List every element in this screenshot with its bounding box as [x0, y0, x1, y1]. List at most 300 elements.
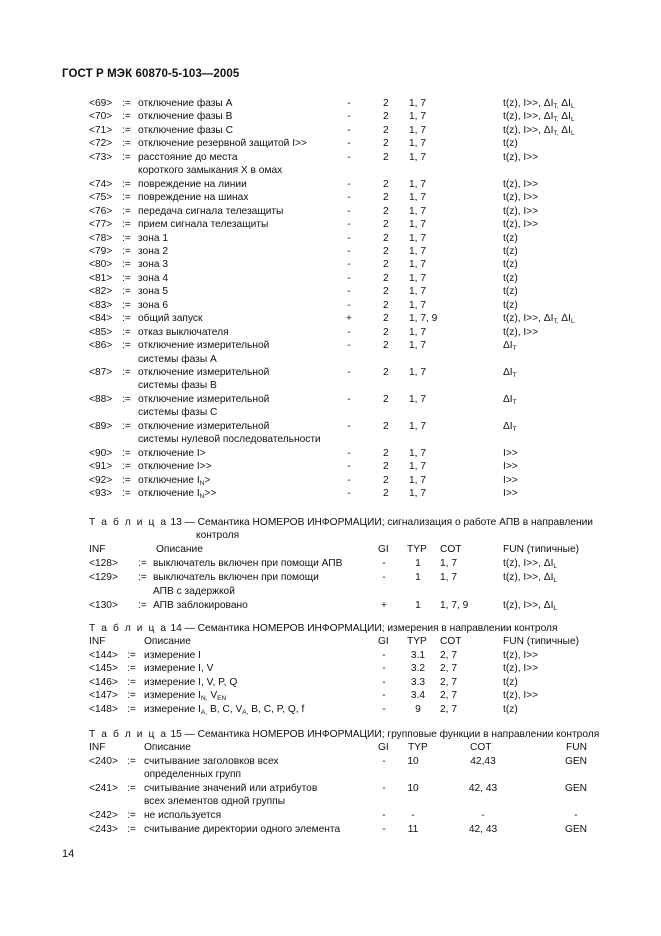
op-cell: :=: [122, 340, 131, 352]
table-row-continuation: [0, 769, 661, 782]
table-row: [0, 690, 661, 703]
cot-cell: 1, 7: [409, 245, 426, 257]
table-row: [0, 488, 661, 501]
description-cell: отключение I>: [138, 447, 206, 459]
gi-cell: -: [347, 111, 351, 123]
table-header-row: [0, 742, 661, 755]
gi-cell: -: [347, 151, 351, 163]
description-cell: выключатель включен при помощи АПВ: [153, 558, 343, 569]
table-row: [0, 206, 661, 219]
fun-cell: t(z): [503, 138, 518, 150]
description-cell: зона 6: [138, 299, 169, 311]
inf-cell: <83>: [89, 299, 113, 311]
op-cell: :=: [122, 259, 131, 271]
header-inf: INF: [89, 544, 106, 555]
fun-cell: t(z), I>>: [503, 219, 539, 231]
fun-cell: t(z), I>>: [503, 151, 539, 163]
cot-cell: 1, 7: [409, 488, 426, 500]
op-cell: :=: [127, 649, 136, 661]
cot-cell: 1, 7: [409, 326, 426, 338]
cot-cell: 1, 7: [409, 474, 426, 486]
typ-cell: 2: [383, 393, 389, 405]
description-cell: системы фазы С: [138, 407, 218, 419]
inf-cell: <128>: [89, 558, 118, 569]
fun-cell: t(z), I>>: [503, 205, 539, 217]
description-cell: выключатель включен при помощи: [153, 572, 319, 583]
table-13-caption: [89, 517, 593, 528]
fun-cell: t(z): [503, 286, 518, 298]
table-row: [0, 677, 661, 690]
gi-cell: +: [381, 600, 387, 611]
fun-cell: t(z), I>>, $\Delta I_{T,}$ $\Delta I_L$: [503, 98, 575, 110]
gi-cell: -: [347, 447, 351, 459]
table-row-continuation: [0, 796, 661, 809]
fun-cell: $\Delta I_T$: [503, 420, 517, 433]
op-cell: :=: [122, 461, 131, 473]
gi-cell: -: [347, 98, 351, 109]
gi-cell: -: [347, 299, 351, 311]
op-cell: :=: [127, 663, 136, 674]
description-cell: отключение $I_N>>$: [138, 488, 217, 501]
inf-cell: <75>: [89, 192, 113, 204]
header-gi: GI: [378, 544, 389, 555]
description-cell: считывание заголовков всех: [144, 755, 279, 767]
header-gi: GI: [378, 636, 389, 647]
op-cell: :=: [122, 286, 131, 298]
cot-cell: 1, 7: [409, 111, 426, 123]
table-row: [0, 663, 661, 676]
inf-cell: <86>: [89, 340, 113, 352]
fun-cell: t(z): [503, 676, 518, 688]
fun-cell: t(z), I>>: [503, 326, 539, 338]
inf-cell: <82>: [89, 286, 113, 298]
header-inf: INF: [89, 742, 106, 753]
table-row: [0, 138, 661, 151]
description-cell: АПВ с задержкой: [153, 586, 235, 597]
cot-cell: 1, 7: [409, 447, 426, 459]
op-cell: :=: [127, 690, 136, 701]
inf-cell: <72>: [89, 138, 113, 150]
table-row: [0, 394, 661, 407]
table-row-continuation: [0, 407, 661, 420]
gi-cell: -: [347, 178, 351, 190]
header-fun: FUN (типичные): [503, 636, 580, 647]
inf-cell: <80>: [89, 259, 113, 271]
table-row: [0, 286, 661, 299]
op-cell: :=: [122, 219, 131, 231]
table-row: [0, 704, 661, 717]
description-cell: отключение измерительной: [138, 367, 270, 378]
description-cell: считывание директории одного элемента: [144, 823, 341, 835]
description-cell: системы фазы А: [138, 353, 217, 365]
inf-cell: <146>: [89, 676, 118, 688]
gi-cell: -: [382, 782, 386, 794]
inf-cell: <93>: [89, 488, 113, 500]
fun-cell: t(z): [503, 703, 518, 715]
inf-cell: <77>: [89, 219, 113, 231]
typ-cell: 2: [383, 488, 389, 500]
cot-cell: 1, 7: [409, 340, 426, 352]
table-label: Т а б л и ц а: [89, 623, 168, 634]
table-row: [0, 111, 661, 124]
typ-cell: 2: [383, 138, 389, 150]
cot-cell: 1, 7: [409, 178, 426, 190]
op-cell: :=: [122, 447, 131, 459]
gi-cell: -: [382, 663, 386, 674]
op-cell: :=: [138, 572, 147, 583]
cot-cell: 1, 7, 9: [440, 600, 469, 611]
typ-cell: 2: [383, 232, 389, 244]
fun-cell: GEN: [564, 823, 588, 835]
op-cell: :=: [122, 205, 131, 217]
description-cell: отключение фазы А: [138, 98, 233, 109]
table-14-caption: [89, 623, 558, 634]
gi-cell: -: [347, 393, 351, 405]
op-cell: :=: [122, 367, 131, 378]
inf-cell: <88>: [89, 393, 113, 405]
description-cell: отключение фазы В: [138, 111, 233, 123]
inf-cell: <71>: [89, 124, 113, 136]
table-row: [0, 300, 661, 313]
header-description: Описание: [144, 742, 191, 753]
op-cell: :=: [122, 138, 131, 150]
op-cell: :=: [127, 782, 136, 794]
header-inf: INF: [89, 636, 106, 647]
table-row: [0, 98, 661, 111]
cot-cell: 42, 43: [468, 782, 498, 794]
inf-cell: <130>: [89, 600, 118, 611]
table-header-row: [0, 636, 661, 649]
header-fun: FUN: [566, 742, 587, 753]
op-cell: :=: [127, 823, 136, 835]
typ-cell: 2: [383, 474, 389, 486]
table-title: 15 — Семантика НОМЕРОВ ИНФОРМАЦИИ; групповые функции в направлении контроля: [170, 729, 600, 740]
table-title: 13 — Семантика НОМЕРОВ ИНФОРМАЦИИ; сигнализация о работе АПВ в направлении: [170, 517, 593, 528]
gi-cell: -: [347, 286, 351, 298]
cot-cell: 1, 7: [440, 558, 457, 569]
typ-cell: 2: [383, 286, 389, 298]
header-cot: COT: [440, 636, 462, 647]
description-cell: зона 5: [138, 286, 169, 298]
table-row-continuation: [0, 380, 661, 393]
fun-cell: $\Delta I_T$: [503, 367, 517, 379]
typ-cell: 2: [383, 245, 389, 257]
op-cell: :=: [122, 111, 131, 123]
table-row: [0, 824, 661, 837]
table-row-continuation: [0, 586, 661, 599]
typ-cell: 10: [407, 782, 419, 794]
gi-cell: -: [347, 420, 351, 432]
op-cell: :=: [138, 600, 147, 611]
op-cell: :=: [122, 151, 131, 163]
description-cell: отключение измерительной: [138, 393, 270, 405]
typ-cell: 1: [415, 572, 421, 583]
table-header-row: [0, 544, 661, 557]
gi-cell: -: [382, 703, 386, 715]
fun-cell: t(z), I>>: [503, 663, 539, 674]
typ-cell: 2: [383, 98, 389, 109]
typ-cell: 2: [383, 313, 389, 325]
typ-cell: -: [411, 810, 415, 821]
description-cell: зона 4: [138, 272, 169, 284]
cot-cell: 2, 7: [440, 663, 457, 674]
fun-cell: I>>: [503, 447, 518, 459]
inf-cell: <81>: [89, 272, 113, 284]
inf-cell: <89>: [89, 420, 113, 432]
description-cell: всех элементов одной группы: [144, 796, 286, 808]
table-row: [0, 340, 661, 353]
op-cell: :=: [122, 393, 131, 405]
typ-cell: 10: [407, 755, 419, 767]
op-cell: :=: [122, 313, 131, 325]
gi-cell: -: [347, 205, 351, 217]
cot-cell: 2, 7: [440, 649, 457, 661]
gi-cell: -: [347, 326, 351, 338]
table-row: [0, 558, 661, 571]
table-row: [0, 313, 661, 326]
op-cell: :=: [122, 124, 131, 136]
fun-cell: I>>: [503, 488, 518, 500]
table-row-continuation: [0, 165, 661, 178]
cot-cell: 1, 7: [409, 299, 426, 311]
typ-cell: 9: [415, 703, 421, 715]
cot-cell: 1, 7: [409, 219, 426, 231]
table-row: [0, 600, 661, 613]
description-cell: зона 2: [138, 245, 169, 257]
header-description: Описание: [144, 636, 191, 647]
cot-cell: 1, 7: [440, 572, 457, 583]
table-row: [0, 192, 661, 205]
description-cell: системы нулевой последовательности: [138, 434, 321, 446]
description-cell: повреждение на линии: [138, 178, 247, 190]
description-cell: системы фазы В: [138, 380, 217, 392]
table-row: [0, 233, 661, 246]
fun-cell: t(z), I>>, $\Delta I_{T,}$ $\Delta I_L$: [503, 124, 575, 137]
table-row: [0, 219, 661, 232]
description-cell: АПВ заблокировано: [153, 600, 248, 611]
fun-cell: GEN: [564, 755, 588, 767]
cot-cell: 1, 7: [409, 205, 426, 217]
gi-cell: -: [382, 823, 386, 835]
fun-cell: t(z), I>>: [503, 690, 539, 701]
table-row: [0, 421, 661, 434]
cot-cell: 1, 7: [409, 98, 426, 109]
inf-cell: <84>: [89, 313, 113, 325]
gi-cell: -: [347, 192, 351, 204]
gi-cell: -: [347, 138, 351, 150]
typ-cell: 2: [383, 299, 389, 311]
typ-cell: 2: [383, 151, 389, 163]
cot-cell: 1, 7: [409, 124, 426, 136]
inf-cell: <90>: [89, 447, 113, 459]
description-cell: отключение $I_N>$: [138, 474, 211, 487]
cot-cell: 2, 7: [440, 703, 457, 715]
inf-cell: <243>: [89, 823, 118, 835]
typ-cell: 2: [383, 367, 389, 378]
op-cell: :=: [127, 755, 136, 767]
op-cell: :=: [127, 810, 136, 821]
fun-cell: t(z): [503, 245, 518, 257]
description-cell: не используется: [144, 810, 222, 821]
description-cell: измерение I: [144, 649, 202, 661]
fun-cell: $\Delta I_T$: [503, 340, 517, 353]
op-cell: :=: [122, 420, 131, 432]
gi-cell: -: [382, 572, 386, 583]
gi-cell: -: [382, 649, 386, 661]
header-typ: TYP: [407, 544, 427, 555]
inf-cell: <91>: [89, 461, 113, 473]
description-cell: общий запуск: [138, 313, 203, 325]
op-cell: :=: [138, 558, 147, 569]
op-cell: :=: [122, 299, 131, 311]
fun-cell: t(z), I>>, $\Delta I_{T,}$ $\Delta I_L$: [503, 111, 575, 124]
table-row: [0, 246, 661, 259]
fun-cell: t(z), I>>: [503, 178, 539, 190]
typ-cell: 2: [383, 420, 389, 432]
fun-cell: t(z): [503, 232, 518, 244]
table-row: [0, 327, 661, 340]
op-cell: :=: [122, 474, 131, 486]
description-cell: короткого замыкания X в омах: [138, 165, 283, 177]
cot-cell: 1, 7: [409, 286, 426, 298]
description-cell: определенных групп: [144, 769, 242, 781]
inf-cell: <76>: [89, 205, 113, 217]
fun-cell: t(z), I>>, $\Delta I_{T,}$ $\Delta I_L$: [503, 313, 575, 326]
inf-cell: <70>: [89, 111, 113, 123]
inf-cell: <69>: [89, 98, 113, 109]
gi-cell: -: [347, 272, 351, 284]
fun-cell: t(z), I>>: [503, 649, 539, 661]
header-typ: TYP: [408, 742, 428, 753]
inf-cell: <145>: [89, 663, 118, 674]
header-cot: COT: [470, 742, 492, 753]
op-cell: :=: [122, 326, 131, 338]
typ-cell: 2: [383, 461, 389, 473]
typ-cell: 1: [415, 600, 421, 611]
op-cell: :=: [122, 488, 131, 500]
gi-cell: -: [382, 558, 386, 569]
inf-cell: <73>: [89, 151, 113, 163]
cot-cell: 1, 7: [409, 272, 426, 284]
typ-cell: 2: [383, 340, 389, 352]
gi-cell: -: [382, 755, 386, 767]
table-row: [0, 650, 661, 663]
typ-cell: 3.1: [410, 649, 426, 661]
description-cell: отключение измерительной: [138, 340, 270, 352]
description-cell: измерение $I_{N,}$ $V_{EN}$: [144, 690, 227, 702]
description-cell: отключение фазы С: [138, 124, 233, 136]
description-cell: зона 1: [138, 232, 169, 244]
inf-cell: <78>: [89, 232, 113, 244]
description-cell: расстояние до места: [138, 151, 238, 163]
gi-cell: -: [347, 340, 351, 352]
cot-cell: 1, 7: [409, 420, 426, 432]
table-row: [0, 367, 661, 380]
gi-cell: -: [347, 367, 351, 378]
cot-cell: 1, 7: [409, 259, 426, 271]
inf-cell: <79>: [89, 245, 113, 257]
table-row: [0, 572, 661, 585]
gi-cell: -: [347, 488, 351, 500]
description-cell: отключение резервной защитой I>>: [138, 138, 307, 150]
table-row: [0, 810, 661, 823]
typ-cell: 2: [383, 326, 389, 338]
inf-cell: <147>: [89, 690, 118, 701]
cot-cell: 42, 43: [468, 823, 498, 835]
gi-cell: -: [347, 245, 351, 257]
inf-cell: <74>: [89, 178, 113, 190]
page-number: 14: [62, 848, 75, 860]
table-row: [0, 152, 661, 165]
cot-cell: -: [481, 810, 485, 821]
op-cell: :=: [127, 676, 136, 688]
header-cot: COT: [440, 544, 462, 555]
table-title: 14 — Семантика НОМЕРОВ ИНФОРМАЦИИ; измерения в направлении контроля: [170, 623, 558, 634]
table-row-continuation: [0, 354, 661, 367]
gi-cell: -: [382, 810, 386, 821]
gi-cell: -: [382, 676, 386, 688]
fun-cell: -: [574, 810, 578, 821]
description-cell: передача сигнала телезащиты: [138, 205, 284, 217]
cot-cell: 1, 7: [409, 192, 426, 204]
description-cell: зона 3: [138, 259, 169, 271]
gi-cell: -: [347, 474, 351, 486]
cot-cell: 1, 7: [409, 367, 426, 378]
cot-cell: 1, 7: [409, 232, 426, 244]
inf-cell: <148>: [89, 703, 118, 715]
typ-cell: 2: [383, 124, 389, 136]
typ-cell: 2: [383, 272, 389, 284]
cot-cell: 2, 7: [440, 690, 457, 701]
typ-cell: 2: [383, 447, 389, 459]
fun-cell: GEN: [564, 782, 588, 794]
gi-cell: +: [346, 313, 352, 325]
inf-cell: <144>: [89, 649, 118, 661]
typ-cell: 3.2: [410, 663, 426, 674]
cot-cell: 1, 7: [409, 393, 426, 405]
table-row: [0, 448, 661, 461]
fun-cell: I>>: [503, 474, 518, 486]
table-row: [0, 756, 661, 769]
op-cell: :=: [122, 98, 131, 109]
description-cell: считывание значений или атрибутов: [144, 782, 318, 794]
description-cell: повреждение на шинах: [138, 192, 249, 204]
table-row: [0, 475, 661, 488]
inf-cell: <92>: [89, 474, 113, 486]
table-row: [0, 783, 661, 796]
description-cell: отключение измерительной: [138, 420, 270, 432]
table-row-continuation: [0, 434, 661, 447]
fun-cell: t(z): [503, 259, 518, 271]
gi-cell: -: [347, 124, 351, 136]
table-label: Т а б л и ц а: [89, 729, 168, 740]
typ-cell: 2: [383, 178, 389, 190]
gi-cell: -: [347, 219, 351, 231]
table-13-caption-cont: контроля: [196, 530, 240, 541]
typ-cell: 2: [383, 192, 389, 204]
typ-cell: 2: [383, 205, 389, 217]
table-label: Т а б л и ц а: [89, 517, 168, 528]
table-15-caption: [89, 729, 599, 740]
cot-cell: 1, 7: [409, 151, 426, 163]
header-typ: TYP: [407, 636, 427, 647]
page-header: ГОСТ Р МЭК 60870-5-103—2005: [62, 68, 240, 80]
gi-cell: -: [382, 690, 386, 701]
header-gi: GI: [378, 742, 389, 753]
op-cell: :=: [122, 245, 131, 257]
inf-cell: <85>: [89, 326, 113, 338]
fun-cell: t(z): [503, 272, 518, 284]
